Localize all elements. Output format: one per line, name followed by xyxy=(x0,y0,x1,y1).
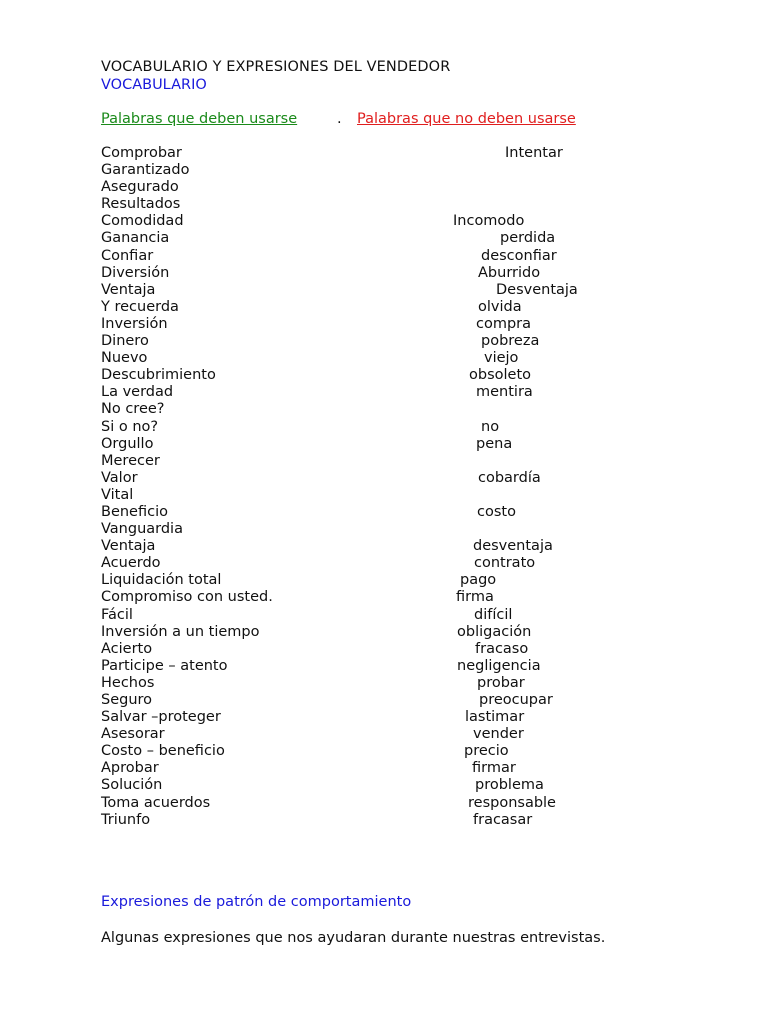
word-row xyxy=(0,760,768,777)
word-to-avoid: negligencia xyxy=(457,657,541,674)
word-to-avoid: responsable xyxy=(468,794,556,811)
word-to-avoid: contrato xyxy=(474,555,536,572)
word-to-use: Toma acuerdos xyxy=(101,794,211,811)
word-to-avoid: mentira xyxy=(476,384,533,401)
word-to-use: Diversión xyxy=(101,264,170,281)
word-row xyxy=(0,709,768,726)
word-to-avoid: firmar xyxy=(472,760,516,777)
word-row xyxy=(0,555,768,572)
word-row xyxy=(0,812,768,829)
word-row xyxy=(0,624,768,641)
word-to-use: Seguro xyxy=(101,692,153,708)
header-words-to-use: Palabras que deben usarse xyxy=(101,111,298,127)
word-to-use: Asesorar xyxy=(101,726,165,743)
word-row xyxy=(0,589,768,606)
word-row xyxy=(0,572,768,589)
intro-paragraph: Algunas expresiones que nos ayudaran durante nuestras entrevistas. xyxy=(101,930,606,946)
word-row xyxy=(0,162,768,179)
word-row xyxy=(0,470,768,487)
word-to-avoid: perdida xyxy=(500,230,556,247)
word-row xyxy=(0,726,768,743)
word-to-use: Nuevo xyxy=(101,350,148,367)
word-to-avoid: Incomodo xyxy=(453,213,525,230)
word-to-use: Vanguardia xyxy=(101,521,183,538)
word-to-use: Liquidación total xyxy=(101,572,222,589)
word-to-avoid: pena xyxy=(476,435,513,452)
word-row xyxy=(0,658,768,675)
word-row xyxy=(0,675,768,692)
word-to-avoid: firma xyxy=(456,589,494,606)
word-to-avoid: olvida xyxy=(478,298,522,315)
word-row xyxy=(0,333,768,350)
word-to-use: Triunfo xyxy=(101,811,151,828)
word-to-avoid: fracasar xyxy=(473,811,533,828)
section-heading: Expresiones de patrón de comportamiento xyxy=(101,894,412,910)
word-row xyxy=(0,419,768,436)
word-to-avoid: obligación xyxy=(457,623,532,640)
word-to-use: Vital xyxy=(101,486,134,503)
word-to-use: Garantizado xyxy=(101,162,190,179)
word-list xyxy=(0,145,768,829)
word-to-use: Compromiso con usted. xyxy=(101,589,273,606)
word-to-use: Inversión xyxy=(101,315,168,332)
word-to-use: Hechos xyxy=(101,674,155,691)
word-row xyxy=(0,145,768,162)
word-to-avoid: pago xyxy=(460,572,497,589)
word-to-avoid: obsoleto xyxy=(469,367,532,384)
word-row xyxy=(0,504,768,521)
word-row xyxy=(0,538,768,555)
word-to-avoid: Intentar xyxy=(505,145,563,161)
word-to-use: Resultados xyxy=(101,196,181,213)
word-row xyxy=(0,230,768,247)
word-to-avoid: fracaso xyxy=(475,640,529,657)
word-row xyxy=(0,196,768,213)
word-to-use: Beneficio xyxy=(101,503,168,520)
vocabulary-subtitle: VOCABULARIO xyxy=(101,77,207,93)
word-row xyxy=(0,384,768,401)
word-row xyxy=(0,299,768,316)
document-title: VOCABULARIO Y EXPRESIONES DEL VENDEDOR xyxy=(101,59,451,75)
word-to-avoid: desventaja xyxy=(473,538,553,555)
word-row xyxy=(0,248,768,265)
word-to-use: Solución xyxy=(101,777,163,794)
word-to-avoid: preocupar xyxy=(479,692,553,708)
word-row xyxy=(0,607,768,624)
word-to-use: Descubrimiento xyxy=(101,367,216,384)
word-row xyxy=(0,795,768,812)
word-to-avoid: problema xyxy=(475,777,544,794)
word-to-use: Salvar –proteger xyxy=(101,709,221,726)
word-to-use: La verdad xyxy=(101,384,174,401)
word-to-avoid: pobreza xyxy=(481,333,540,350)
word-to-use: Acuerdo xyxy=(101,555,161,572)
word-row xyxy=(0,436,768,453)
word-row xyxy=(0,265,768,282)
word-to-avoid: lastimar xyxy=(465,709,525,726)
word-row xyxy=(0,453,768,470)
word-to-avoid: Desventaja xyxy=(496,281,578,298)
column-headers xyxy=(0,110,768,130)
word-row xyxy=(0,487,768,504)
word-to-use: Aprobar xyxy=(101,760,159,777)
word-to-avoid: costo xyxy=(477,503,516,520)
word-to-use: No cree? xyxy=(101,401,165,418)
word-to-avoid: no xyxy=(481,418,500,435)
word-to-use: Ventaja xyxy=(101,538,156,555)
word-to-use: Costo – beneficio xyxy=(101,743,225,760)
word-to-use: Ganancia xyxy=(101,230,170,247)
word-to-avoid: difícil xyxy=(474,606,513,623)
word-to-use: Comodidad xyxy=(101,213,184,230)
word-to-use: Comprobar xyxy=(101,145,182,161)
word-row xyxy=(0,401,768,418)
word-row xyxy=(0,316,768,333)
word-to-avoid: compra xyxy=(476,315,532,332)
word-to-avoid: probar xyxy=(477,674,525,691)
word-row xyxy=(0,743,768,760)
word-to-use: Participe – atento xyxy=(101,657,228,674)
word-to-use: Confiar xyxy=(101,247,154,264)
word-row xyxy=(0,692,768,709)
word-to-use: Acierto xyxy=(101,640,153,657)
word-to-use: Y recuerda xyxy=(101,298,179,315)
word-to-use: Si o no? xyxy=(101,418,159,435)
word-to-use: Ventaja xyxy=(101,281,156,298)
word-row xyxy=(0,350,768,367)
word-to-use: Valor xyxy=(101,469,138,486)
word-to-avoid: viejo xyxy=(484,350,519,367)
word-to-use: Dinero xyxy=(101,333,149,350)
word-to-use: Merecer xyxy=(101,452,160,469)
word-to-use: Orgullo xyxy=(101,435,154,452)
word-to-avoid: vender xyxy=(473,726,524,743)
word-to-avoid: cobardía xyxy=(478,469,541,486)
word-to-use: Inversión a un tiempo xyxy=(101,623,260,640)
word-row xyxy=(0,282,768,299)
word-row xyxy=(0,213,768,230)
header-words-to-avoid: Palabras que no deben usarse xyxy=(357,111,576,127)
word-to-use: Asegurado xyxy=(101,179,179,196)
word-row xyxy=(0,641,768,658)
word-row xyxy=(0,521,768,538)
word-to-avoid: desconfiar xyxy=(481,247,557,264)
header-separator: . xyxy=(337,111,342,127)
word-row xyxy=(0,179,768,196)
word-row xyxy=(0,367,768,384)
word-to-avoid: precio xyxy=(464,743,509,760)
word-to-use: Fácil xyxy=(101,606,133,623)
word-row xyxy=(0,777,768,794)
word-to-avoid: Aburrido xyxy=(478,264,541,281)
